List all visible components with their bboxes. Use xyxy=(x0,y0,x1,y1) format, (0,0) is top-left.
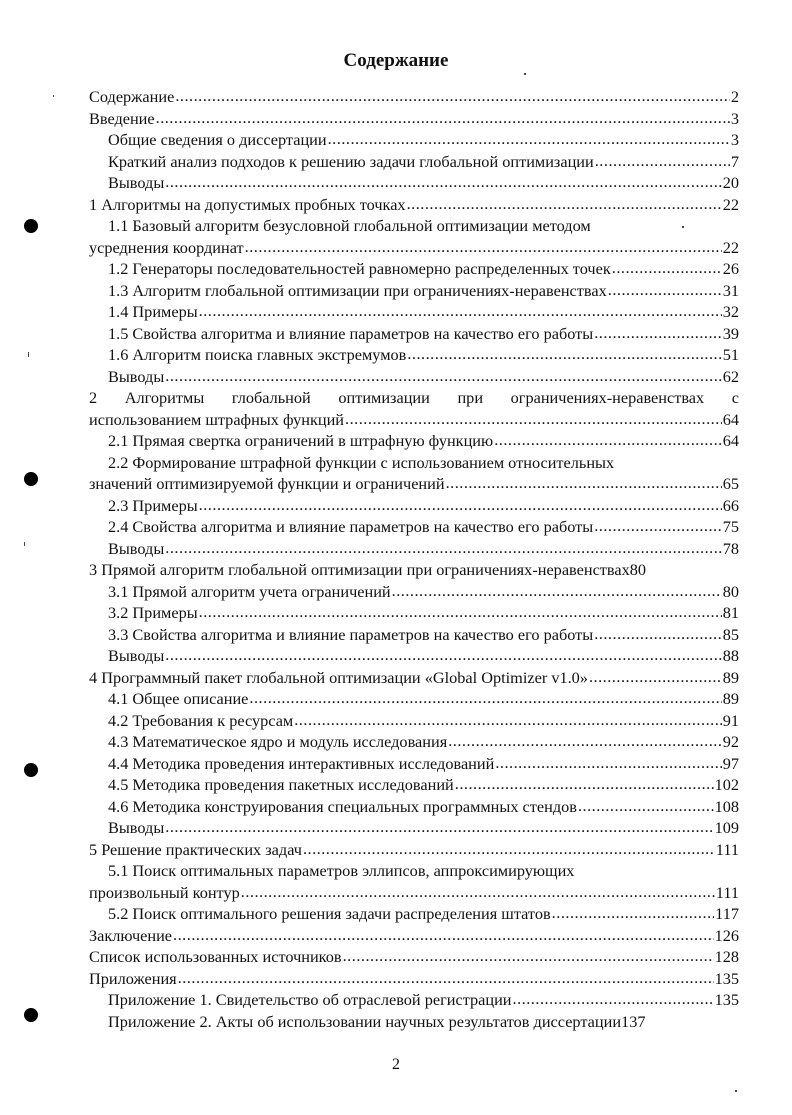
scan-speck xyxy=(28,352,29,357)
toc-entry-page: 89 xyxy=(722,689,739,708)
toc-entry xyxy=(89,624,739,646)
toc-entry-page: 108 xyxy=(714,796,739,816)
toc-entry xyxy=(89,796,739,818)
toc-entry xyxy=(89,237,739,259)
toc-entry-title: 3 Прямой алгоритм глобальной оптимизации при ограничениях-неравенствах xyxy=(89,560,630,579)
toc-entry-page: 102 xyxy=(714,775,739,794)
toc-entry xyxy=(89,731,739,753)
toc-entry-page: 31 xyxy=(722,280,739,300)
toc-entry xyxy=(89,667,739,689)
toc-entry xyxy=(89,581,739,603)
toc-entry-title: значений оптимизируемой функции и ограничений xyxy=(89,474,445,493)
toc-entry-page: 135 xyxy=(714,968,739,988)
toc-entry-title: 3.3 Свойства алгоритма и влияние параметров на качество его работы xyxy=(108,624,594,644)
toc-entry-title: 2.3 Примеры xyxy=(108,495,198,515)
toc-entry-title: Содержание xyxy=(89,87,175,106)
toc-entry xyxy=(89,151,739,173)
toc-entry-title: Выводы xyxy=(108,818,165,837)
toc-entry-page: 126 xyxy=(714,925,739,945)
toc-entry xyxy=(89,516,739,538)
toc-entry-page: 65 xyxy=(722,474,739,493)
toc-entry-page: 20 xyxy=(722,173,739,192)
toc-entry-first-line: 2.2 Формирование штрафной функции с использованием относительных xyxy=(108,452,615,472)
toc-entry xyxy=(89,86,739,108)
toc-entry-title: использованием штрафных функций xyxy=(89,409,345,429)
toc-entry xyxy=(89,710,739,732)
toc-entry-title: 4.5 Методика проведения пакетных исследований xyxy=(108,775,454,794)
toc-entry-page: 66 xyxy=(722,495,739,515)
toc-entry xyxy=(89,968,739,990)
toc-entry-page: 137 xyxy=(621,1011,646,1031)
toc-entry xyxy=(89,688,739,710)
toc-entry-title: Выводы xyxy=(108,366,165,386)
toc-entry-page: 62 xyxy=(722,366,739,386)
toc-entry xyxy=(89,366,739,388)
toc-entry-first-line: 1.1 Базовый алгоритм безусловной глобальной оптимизации методом xyxy=(108,216,591,235)
toc-entry-title: Выводы xyxy=(108,173,165,192)
toc-entry-title: произвольный контур xyxy=(89,882,240,902)
toc-entry-page: 109 xyxy=(714,818,739,837)
toc-entry-title: 2.4 Свойства алгоритма и влияние параметров на качество его работы xyxy=(108,517,594,536)
toc-entry xyxy=(89,989,739,1011)
toc-entry-page: 2 xyxy=(730,87,739,106)
scan-speck xyxy=(735,1090,737,1092)
punch-hole xyxy=(24,219,38,233)
toc-entry xyxy=(89,323,739,345)
toc-entry-title: 1 Алгоритмы на допустимых пробных точках xyxy=(89,194,406,214)
toc-entry-title: 1.3 Алгоритм глобальной оптимизации при ограничениях-неравенствах xyxy=(108,280,607,300)
toc-entry xyxy=(89,409,739,431)
toc-entry-first-line: 2 Алгоритмы глобальной оптимизации при ограничениях-неравенствах с xyxy=(89,388,739,407)
toc-entry-page: 22 xyxy=(722,237,739,257)
toc-entry-title: Введение xyxy=(89,108,155,128)
toc-entry-title: 4.2 Требования к ресурсам xyxy=(108,710,294,730)
toc-entry-page: 51 xyxy=(722,345,739,364)
toc-entry xyxy=(89,301,739,323)
toc-entry xyxy=(89,817,739,839)
toc-entry xyxy=(89,538,739,560)
toc-entry-title: 1.5 Свойства алгоритма и влияние параметров на качество его работы xyxy=(108,323,594,343)
toc-entry-page: 3 xyxy=(730,108,739,128)
toc-entry-title: Список использованных источников xyxy=(89,947,342,966)
toc-entry-page: 39 xyxy=(722,323,739,343)
punch-hole xyxy=(24,763,38,777)
table-of-contents xyxy=(89,86,739,1032)
toc-entry xyxy=(89,1011,739,1033)
toc-entry-title: усреднения координат xyxy=(89,237,244,257)
toc-entry-page: 111 xyxy=(715,839,739,859)
toc-entry xyxy=(89,430,739,452)
toc-entry-title: 1.2 Генераторы последовательностей равномерно распределенных точек xyxy=(108,259,611,278)
toc-entry-page: 64 xyxy=(722,409,739,429)
scan-speck xyxy=(24,542,25,546)
toc-entry-page: 111 xyxy=(715,882,739,902)
toc-entry xyxy=(89,602,739,624)
toc-entry-page: 91 xyxy=(722,710,739,730)
scan-speck xyxy=(524,73,526,75)
punch-hole xyxy=(24,472,38,486)
toc-entry-page: 26 xyxy=(722,259,739,278)
toc-entry-page: 97 xyxy=(722,753,739,773)
toc-entry-title: Заключение xyxy=(89,925,173,945)
scan-speck xyxy=(682,226,684,228)
toc-entry-title: 3.2 Примеры xyxy=(108,603,198,622)
toc-entry-page: 128 xyxy=(714,947,739,966)
toc-entry-title: 4.4 Методика проведения интерактивных исследований xyxy=(108,753,495,773)
toc-entry-title: 4.6 Методика конструирования специальных программных стендов xyxy=(108,796,577,816)
toc-entry-title: Приложение 2. Акты об использовании научных результатов диссертации xyxy=(108,1011,622,1031)
toc-entry-title: 4.3 Математическое ядро и модуль исследования xyxy=(108,732,448,751)
toc-entry-title: Общие сведения о диссертации xyxy=(108,130,327,149)
toc-entry xyxy=(89,946,739,968)
toc-entry-title: Выводы xyxy=(108,538,165,558)
toc-entry-page: 80 xyxy=(722,581,739,601)
toc-entry-first-line: 5.1 Поиск оптимальных параметров эллипсов, аппроксимирующих xyxy=(108,861,575,880)
toc-entry-page: 80 xyxy=(629,560,647,579)
toc-entry xyxy=(89,194,739,216)
toc-entry-page: 64 xyxy=(722,431,739,450)
toc-entry-title: Краткий анализ подходов к решению задачи глобальной оптимизации xyxy=(108,151,594,171)
toc-entry-page: 75 xyxy=(722,517,739,536)
toc-entry-title: 1.4 Примеры xyxy=(108,302,198,321)
toc-entry-page: 22 xyxy=(722,194,739,214)
toc-entry xyxy=(89,129,739,151)
page-title: Содержание xyxy=(343,50,449,71)
toc-entry xyxy=(89,839,739,861)
toc-entry xyxy=(89,903,739,925)
toc-entry-title: 1.6 Алгоритм поиска главных экстремумов xyxy=(108,345,407,364)
toc-entry-title: 4.1 Общее описание xyxy=(108,689,249,708)
toc-entry-page: 88 xyxy=(722,646,739,665)
punch-hole xyxy=(24,1008,38,1022)
toc-entry-title: 2.1 Прямая свертка ограничений в штрафную функцию xyxy=(108,431,494,450)
toc-entry xyxy=(89,925,739,947)
toc-entry-page: 81 xyxy=(722,603,739,622)
toc-entry-title: 4 Программный пакет глобальной оптимизации «Global Optimizer v1.0» xyxy=(89,667,588,687)
toc-entry xyxy=(89,473,739,495)
toc-entry-title: 3.1 Прямой алгоритм учета ограничений xyxy=(108,581,391,601)
page-number: 2 xyxy=(392,1056,400,1073)
toc-entry-title: Выводы xyxy=(108,646,165,665)
toc-entry-page: 3 xyxy=(730,130,739,149)
toc-entry xyxy=(89,495,739,517)
toc-entry xyxy=(89,753,739,775)
toc-entry xyxy=(89,258,739,280)
toc-entry xyxy=(89,280,739,302)
toc-entry-page: 117 xyxy=(715,904,739,923)
scan-speck xyxy=(53,95,54,97)
toc-entry-page: 92 xyxy=(722,732,739,751)
toc-entry-page: 85 xyxy=(722,624,739,644)
toc-entry-page: 78 xyxy=(722,538,739,558)
toc-entry-page: 135 xyxy=(714,990,739,1009)
toc-entry xyxy=(89,172,739,194)
toc-entry-page: 32 xyxy=(722,302,739,321)
toc-entry xyxy=(89,344,739,366)
toc-entry xyxy=(89,774,739,796)
toc-entry xyxy=(89,108,739,130)
toc-entry xyxy=(89,559,739,581)
toc-entry-title: Приложения xyxy=(89,968,177,988)
toc-entry-title: 5.2 Поиск оптимального решения задачи распределения штатов xyxy=(108,904,551,923)
toc-entry-page: 7 xyxy=(730,151,739,171)
toc-entry xyxy=(89,645,739,667)
toc-entry xyxy=(89,882,739,904)
toc-entry-title: Приложение 1. Свидетельство об отраслевой регистрации xyxy=(108,990,512,1009)
toc-entry-title: 5 Решение практических задач xyxy=(89,839,302,859)
toc-entry-page: 89 xyxy=(722,667,739,687)
